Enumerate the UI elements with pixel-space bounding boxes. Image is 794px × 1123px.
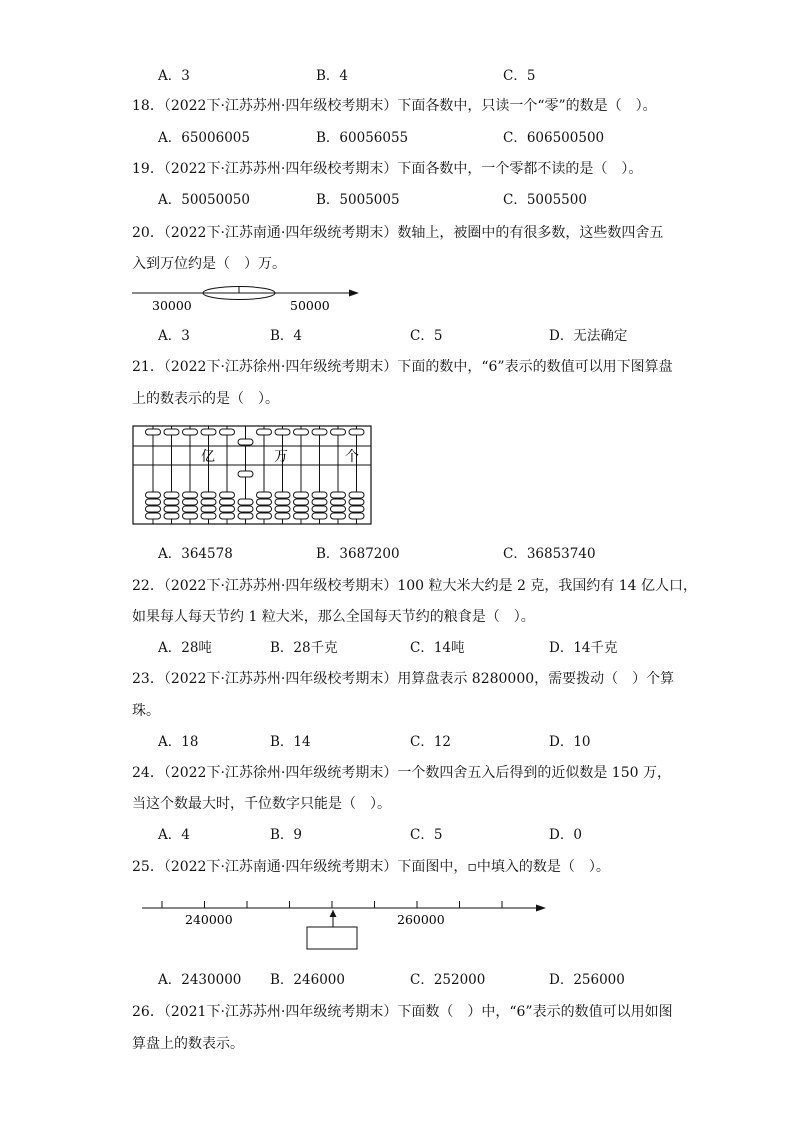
q19-option-c: C．5005500	[503, 192, 587, 208]
abacus-lower-bead	[312, 499, 327, 505]
q18-option-c: C．606500500	[503, 130, 605, 146]
abacus-lower-bead	[275, 506, 290, 512]
tick-label-240000: 240000	[185, 912, 233, 927]
abacus-upper-bead	[146, 429, 161, 435]
q19-stem: 19．（2022下·江苏苏州·四年级校考期末）下面各数中，一个零都不读的是（ ）。	[132, 161, 643, 177]
q26-stem-line2: 算盘上的数表示。	[132, 1036, 244, 1052]
abacus-lower-bead	[220, 492, 235, 498]
q24-option-c: C．5	[410, 827, 443, 843]
abacus-lower-bead	[220, 506, 235, 512]
tick-label-left: 30000	[152, 298, 192, 313]
abacus-lower-bead	[164, 513, 179, 519]
abacus-upper-bead	[331, 429, 346, 435]
q19-option-b: B．5005005	[316, 192, 400, 208]
abacus-lower-bead	[146, 499, 161, 505]
q22-stem-line2: 如果每人每天节约 1 粒大米，那么全国每天节约的粮食是（ ）。	[132, 609, 535, 625]
q26-stem-line1: 26．（2021下·江苏苏州·四年级统考期末）下面数（ ）中，“6”表示的数值可以用如图	[132, 1004, 673, 1020]
abacus-lower-bead	[164, 492, 179, 498]
q24-option-b: B．9	[270, 827, 303, 843]
q18-option-a: A．65006005	[158, 130, 250, 146]
q21-option-c: C．36853740	[503, 546, 596, 562]
number-line-arrow	[536, 905, 546, 912]
abacus-lower-bead	[183, 506, 198, 512]
abacus-lower-bead	[331, 492, 346, 498]
q22-option-b: B．28千克	[270, 640, 338, 656]
q21-stem-line2: 上的数表示的是（ ）。	[132, 391, 279, 407]
q21-option-b: B．3687200	[316, 546, 400, 562]
abacus-lower-bead	[183, 492, 198, 498]
q24-stem-line2: 当这个数最大时，千位数字只能是（ ）。	[132, 796, 391, 812]
abacus-lower-bead	[331, 513, 346, 519]
q20-option-c: C．5	[410, 328, 443, 344]
abacus-upper-bead	[201, 429, 216, 435]
q20-number-line-figure	[130, 282, 365, 316]
abacus-lower-bead	[275, 513, 290, 519]
abacus-upper-bead	[349, 429, 364, 435]
abacus-lower-bead	[312, 506, 327, 512]
abacus-lower-bead	[183, 513, 198, 519]
abacus-lower-bead	[275, 499, 290, 505]
q22-option-c: C．14吨	[410, 640, 465, 656]
abacus-upper-bead	[257, 429, 272, 435]
abacus-lower-bead	[164, 506, 179, 512]
q22-stem-line1: 22．（2022下·江苏苏州·四年级校考期末）100 粒大米大约是 2 克，我国约有 14 亿人口，	[132, 578, 698, 594]
abacus-upper-bead	[164, 429, 179, 435]
q25-number-line-figure	[140, 895, 550, 953]
abacus-label-wan: 万	[274, 449, 288, 465]
abacus-lower-bead	[257, 492, 272, 498]
q20-stem-line2: 入到万位约是（ ）万。	[132, 256, 286, 272]
q17-option-b: B．4	[316, 68, 349, 84]
abacus-lower-bead	[146, 492, 161, 498]
abacus-lower-bead	[294, 506, 309, 512]
abacus-lower-bead	[164, 499, 179, 505]
q20-option-a: A．3	[158, 328, 190, 344]
q24-option-d: D．0	[549, 827, 582, 843]
abacus-lower-bead	[349, 506, 364, 512]
q21-abacus-figure	[132, 423, 374, 527]
abacus-label-ge: 个	[345, 449, 359, 465]
q24-stem-line1: 24．（2022下·江苏徐州·四年级统考期末）一个数四舍五入后得到的近似数是 150 万，	[132, 765, 671, 781]
abacus-lower-bead	[275, 492, 290, 498]
q18-option-b: B．60056055	[316, 130, 409, 146]
abacus-lower-bead	[294, 499, 309, 505]
q17-option-c: C．5	[503, 68, 536, 84]
abacus-upper-bead	[220, 429, 235, 435]
abacus-lower-bead	[349, 513, 364, 519]
abacus-lower-bead	[312, 492, 327, 498]
abacus-lower-bead	[294, 513, 309, 519]
abacus-upper-bead	[275, 429, 290, 435]
abacus-lower-bead	[294, 492, 309, 498]
q20-option-d: D．无法确定	[549, 328, 628, 344]
q25-option-a: A．2430000	[158, 972, 242, 988]
q25-stem: 25．（2022下·江苏南通·四年级统考期末）下面图中，▫中填入的数是（ ）。	[132, 859, 610, 875]
abacus-lower-bead	[183, 499, 198, 505]
abacus-lower-bead	[201, 499, 216, 505]
q21-option-a: A．364578	[158, 546, 233, 562]
abacus-lower-bead	[331, 506, 346, 512]
abacus-upper-bead	[183, 429, 198, 435]
q24-option-a: A．4	[158, 827, 190, 843]
q21-stem-line1: 21．（2022下·江苏徐州·四年级统考期末）下面的数中，“6”表示的数值可以用下图算盘	[132, 359, 673, 375]
abacus-label-yi: 亿	[201, 449, 215, 465]
abacus-lower-bead	[257, 506, 272, 512]
q23-option-b: B．14	[270, 734, 311, 750]
q23-stem-line2: 珠。	[132, 703, 160, 719]
abacus-lower-bead	[238, 499, 253, 505]
q23-option-a: A．18	[158, 734, 199, 750]
abacus-lower-bead	[238, 506, 253, 512]
number-line-arrow	[349, 290, 359, 297]
abacus-lower-bead	[201, 506, 216, 512]
abacus-upper-bead	[294, 429, 309, 435]
q20-option-b: B．4	[270, 328, 303, 344]
tick-label-right: 50000	[290, 298, 330, 313]
q22-option-a: A．28吨	[158, 640, 212, 656]
answer-box	[307, 927, 357, 949]
q22-option-d: D．14千克	[549, 640, 618, 656]
tick-label-260000: 260000	[397, 912, 445, 927]
q19-option-a: A．50050050	[158, 192, 250, 208]
q25-option-d: D．256000	[549, 972, 625, 988]
q23-stem-line1: 23．（2022下·江苏苏州·四年级校考期末）用算盘表示 8280000，需要拨动（ ）个算	[132, 671, 675, 687]
abacus-lower-bead	[257, 513, 272, 519]
abacus-lower-bead	[220, 499, 235, 505]
abacus-lower-bead	[349, 499, 364, 505]
pointer-arrow-head	[330, 910, 337, 917]
q17-option-a: A．3	[158, 68, 190, 84]
abacus-lower-bead	[238, 471, 253, 477]
abacus-lower-bead	[201, 513, 216, 519]
q25-option-c: C．252000	[410, 972, 486, 988]
abacus-lower-bead	[349, 492, 364, 498]
q25-option-b: B．246000	[270, 972, 345, 988]
abacus-lower-bead	[201, 492, 216, 498]
q23-option-c: C．12	[410, 734, 452, 750]
abacus-lower-bead	[220, 513, 235, 519]
abacus-lower-bead	[238, 513, 253, 519]
abacus-beam	[133, 446, 371, 465]
abacus-upper-bead	[238, 439, 253, 445]
q20-stem-line1: 20．（2022下·江苏南通·四年级统考期末）数轴上，被圈中的有很多数，这些数四舍五	[132, 225, 664, 241]
abacus-lower-bead	[257, 499, 272, 505]
q23-option-d: D．10	[549, 734, 591, 750]
abacus-upper-bead	[312, 429, 327, 435]
abacus-lower-bead	[146, 506, 161, 512]
abacus-lower-bead	[146, 513, 161, 519]
abacus-lower-bead	[312, 513, 327, 519]
abacus-lower-bead	[331, 499, 346, 505]
q18-stem: 18．（2022下·江苏苏州·四年级校考期末）下面各数中，只读一个“零”的数是（ ）。	[132, 98, 657, 114]
